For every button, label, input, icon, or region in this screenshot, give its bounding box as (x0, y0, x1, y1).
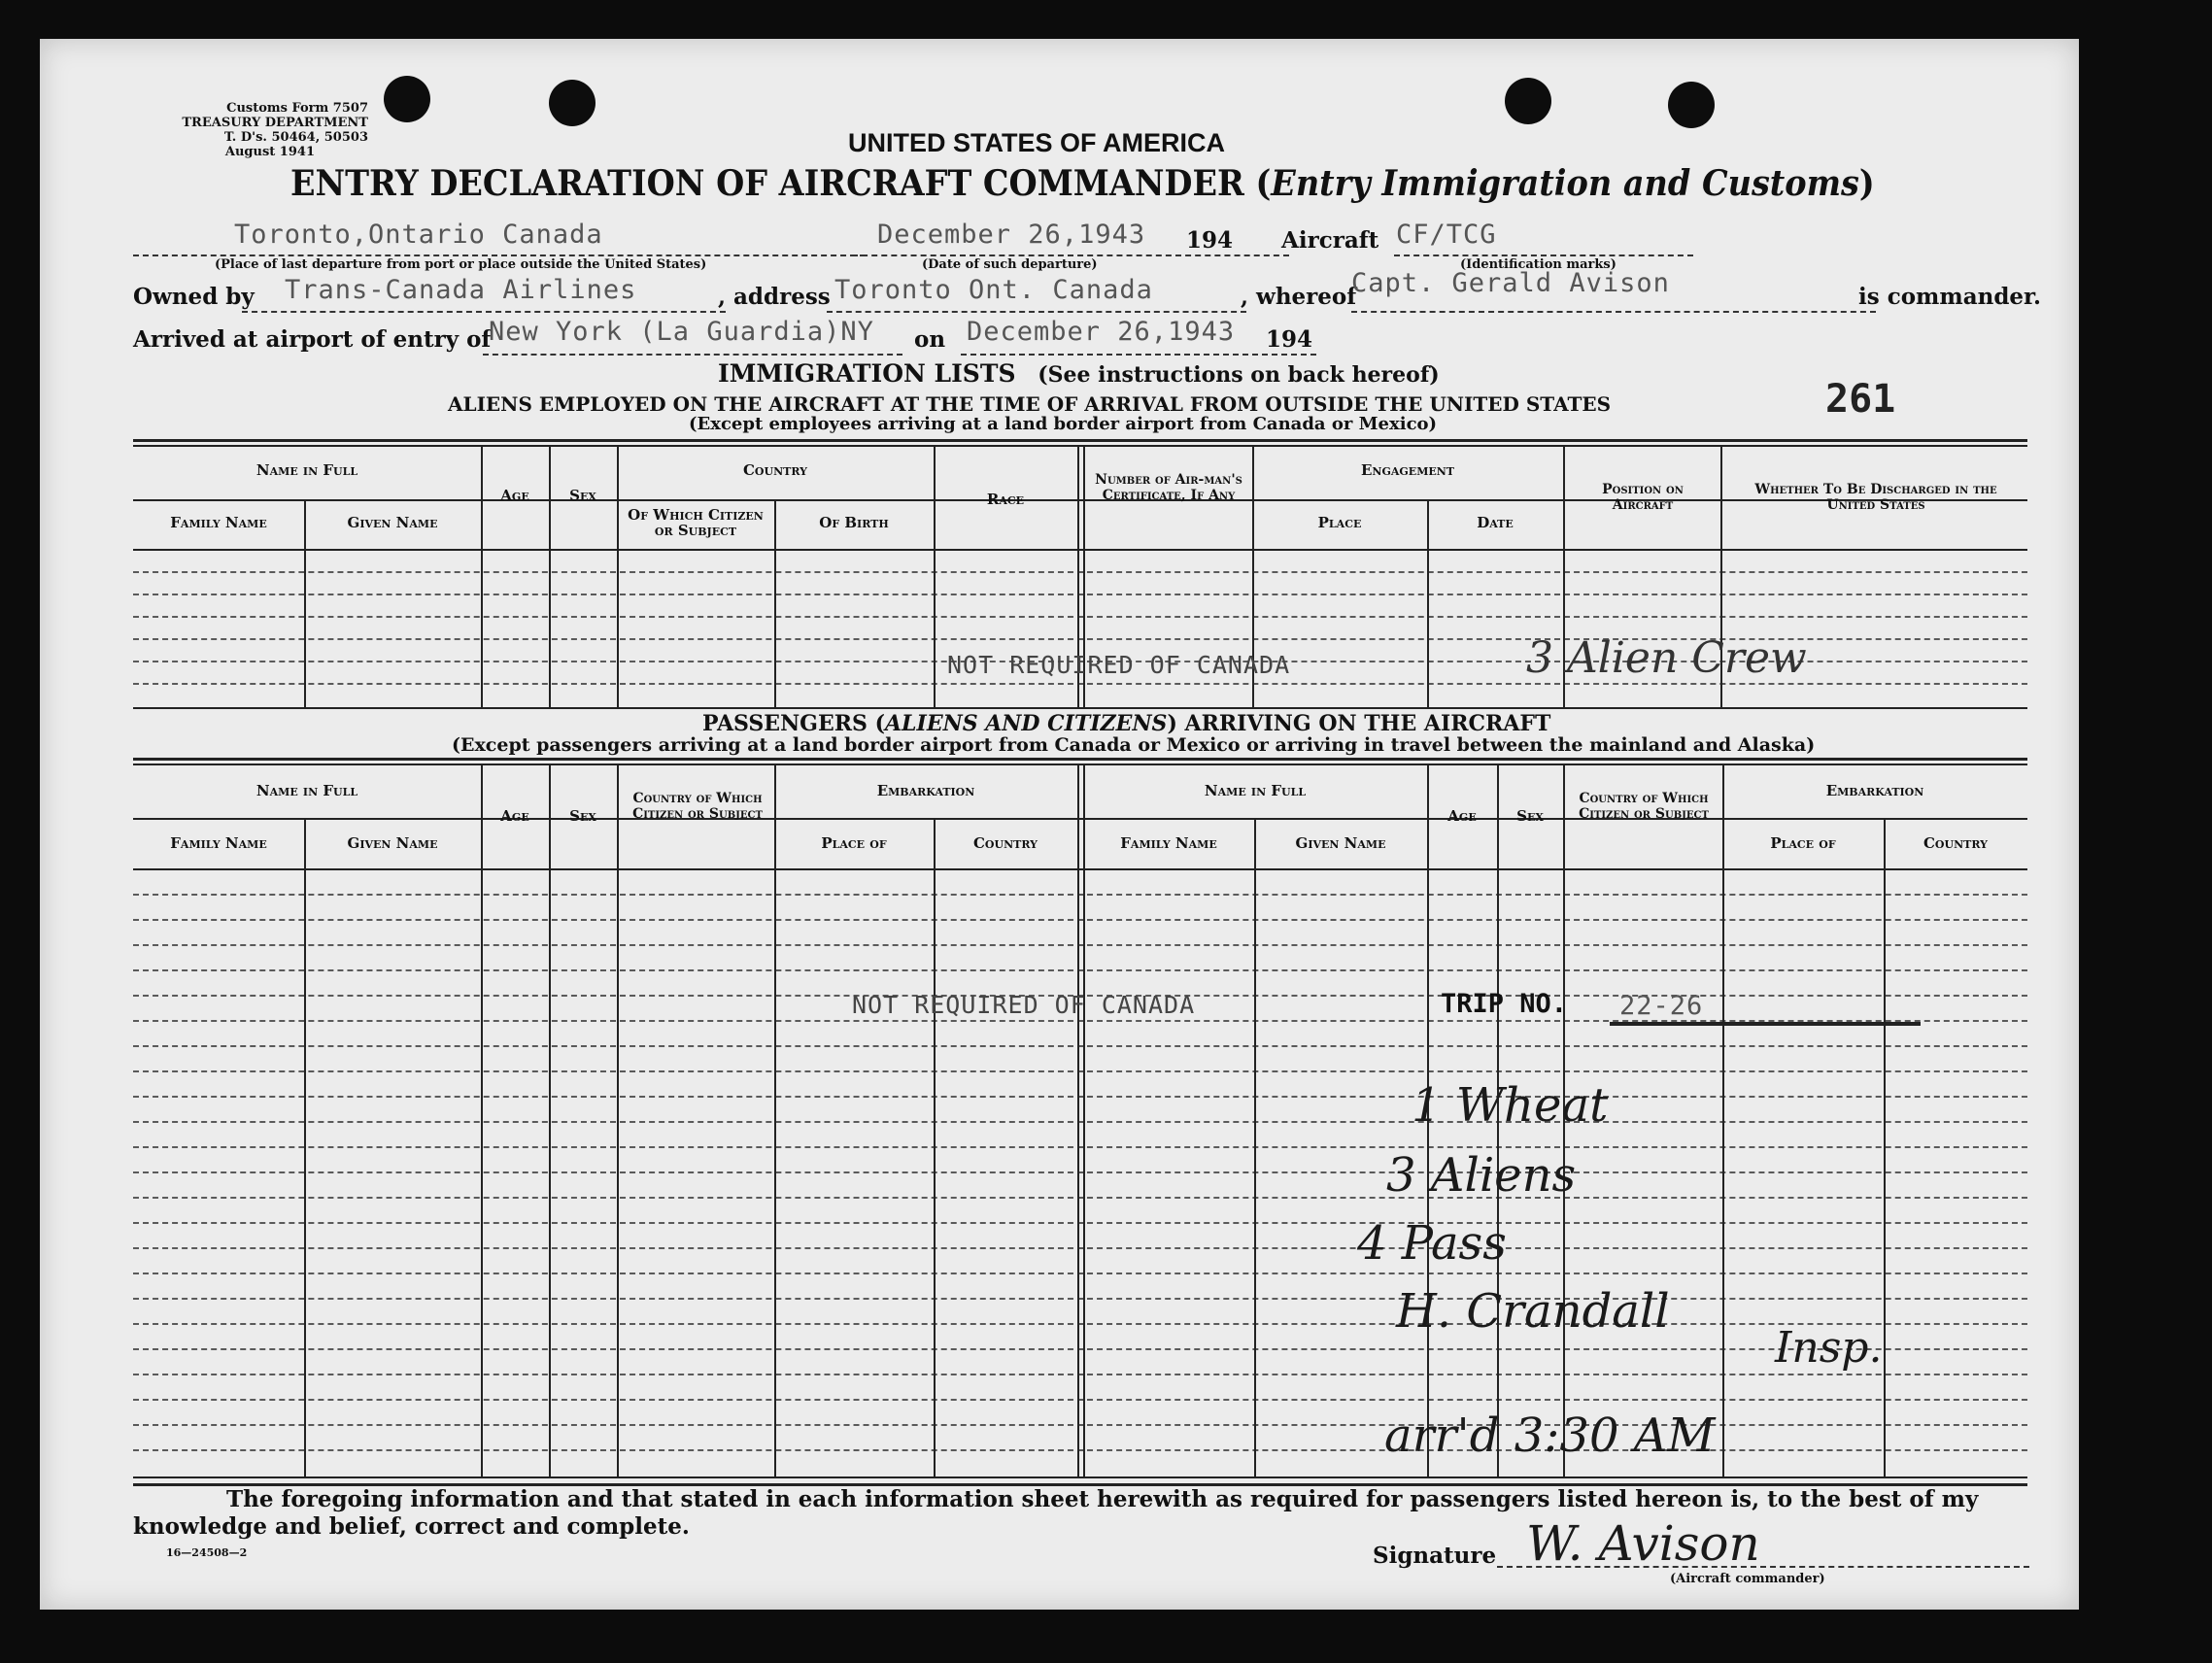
passengers-title (702, 711, 1550, 736)
certification-text: The foregoing information and that stated in each information sheet herewith as required for passengers listed hereon is, to the best of my knowledge and belief, correct and complete. (133, 1486, 1979, 1540)
signature-caption: (Aircraft commander) (1670, 1572, 1825, 1586)
imm-col-date: Date (1477, 514, 1514, 531)
imm-col-airman: Number of Air-man's Certificate, If Any (1095, 472, 1242, 503)
whereof-label: , whereof (1241, 284, 1357, 310)
departure-date-caption: (Date of such departure) (922, 257, 1098, 272)
immigration-instructions: (See instructions on back hereof) (1038, 362, 1440, 388)
arrival-label: Arrived at airport of entry of (133, 326, 492, 353)
pass-col-sex: Sex (569, 807, 596, 825)
commander-name: Capt. Gerald Avison (1351, 268, 1670, 298)
aircraft-id: CF/TCG (1396, 220, 1497, 250)
passengers-title-italic: ALIENS AND CITIZENS (884, 711, 1168, 736)
passenger-stamp: NOT REQUIRED OF CANADA (852, 991, 1196, 1019)
pass-col-family-2: Family Name (1120, 834, 1217, 852)
form-department: TREASURY DEPARTMENT (182, 116, 368, 130)
imm-col-name: Name in Full (255, 461, 358, 479)
imm-col-sex: Sex (569, 487, 596, 504)
immigration-stamp: NOT REQUIRED OF CANADA (947, 651, 1291, 679)
arrival-date: December 26,1943 (967, 317, 1236, 347)
pass-col-place-of-2: Place of (1770, 834, 1836, 852)
pass-col-name: Name in Full (255, 782, 358, 799)
title-text: ENTRY DECLARATION OF AIRCRAFT COMMANDER ( (290, 163, 1272, 204)
passengers-title-b: ) ARRIVING ON THE AIRCRAFT (1167, 711, 1551, 736)
punch-hole (549, 80, 596, 126)
note-line: 4 Pass (1357, 1216, 1507, 1271)
owned-by-label: Owned by (133, 284, 255, 310)
imm-col-race: Race (986, 491, 1025, 508)
title-italic: Entry Immigration and Customs (1271, 163, 1859, 204)
trip-label: TRIP NO. (1441, 989, 1568, 1019)
signature-label: Signature (1373, 1543, 1497, 1569)
immigration-except: (Except employees arriving at a land border airport from Canada or Mexico) (689, 414, 1438, 434)
immigration-subtitle: ALIENS EMPLOYED ON THE AIRCRAFT AT THE TIME OF ARRIVAL FROM OUTSIDE THE UNITED STATES (448, 392, 1612, 416)
imm-col-given: Given Name (347, 514, 438, 531)
departure-place: Toronto,Ontario Canada (234, 220, 603, 250)
arrival-suffix: 194 (1266, 326, 1313, 353)
pass-col-country: Country (972, 834, 1038, 852)
page-title (290, 163, 1875, 204)
form-meta (125, 101, 368, 159)
owner-name: Trans-Canada Airlines (285, 275, 637, 305)
aircraft-label: Aircraft (1281, 227, 1379, 254)
imm-col-citizen: Of Which Citizen or Subject (628, 506, 764, 539)
pass-col-citizen-2: Country of Which Citizen or Subject (1579, 791, 1709, 822)
imm-col-family: Family Name (170, 514, 267, 531)
print-code: 16—24508—2 (166, 1546, 248, 1559)
punch-hole (1668, 82, 1715, 128)
pass-col-age: Age (500, 807, 529, 825)
pass-col-sex-2: Sex (1516, 807, 1544, 825)
pass-col-embarkation-2: Embarkation (1825, 782, 1924, 799)
aircraft-caption: (Identification marks) (1460, 257, 1616, 272)
immigration-handwriting: 3 Alien Crew (1526, 633, 1807, 683)
imm-col-position: Position on Aircraft (1602, 482, 1684, 513)
pass-col-embarkation: Embarkation (876, 782, 975, 799)
signature: W. Avison (1526, 1515, 1760, 1572)
departure-date-suffix: 194 (1186, 227, 1234, 254)
pass-col-place-of: Place of (821, 834, 887, 852)
immigration-title: IMMIGRATION LISTS (718, 359, 1016, 388)
form-td: T. D's. 50464, 50503 (223, 130, 368, 145)
note-line: 1 Wheat (1412, 1078, 1609, 1133)
pass-col-citizen: Country of Which Citizen or Subject (632, 791, 763, 822)
imm-col-place: Place (1317, 514, 1362, 531)
arrival-on-label: on (914, 326, 946, 353)
immigration-heading (718, 359, 1440, 388)
punch-hole (1505, 78, 1551, 124)
note-line: H. Crandall (1396, 1284, 1670, 1339)
imm-col-engagement: Engagement (1361, 461, 1454, 479)
pass-col-family: Family Name (170, 834, 267, 852)
imm-col-birth: Of Birth (819, 514, 889, 531)
departure-place-caption: (Place of last departure from port or place outside the United States) (215, 257, 707, 272)
pass-col-given-2: Given Name (1295, 834, 1386, 852)
commander-label: is commander. (1858, 284, 2042, 310)
form-date: August 1941 (224, 145, 315, 159)
address-label: , address (718, 284, 831, 310)
note-line: Insp. (1775, 1323, 1883, 1373)
pass-col-given: Given Name (347, 834, 438, 852)
arrival-airport: New York (La Guardia)NY (489, 317, 874, 347)
imm-col-country: Country (742, 461, 807, 479)
passengers-except: (Except passengers arriving at a land border airport from Canada or Mexico or arriving in travel between the mainland and Alaska) (452, 734, 1816, 756)
imm-col-age: Age (500, 487, 529, 504)
pass-col-name-2: Name in Full (1204, 782, 1307, 799)
form-number: Customs Form 7507 (226, 101, 368, 116)
title-end: ) (1858, 163, 1875, 204)
trip-number: 22-26 (1619, 991, 1704, 1021)
pass-col-country-2: Country (1923, 834, 1988, 852)
punch-hole (384, 76, 430, 122)
departure-date: December 26,1943 (877, 220, 1146, 250)
stamp-number: 261 (1825, 377, 1896, 422)
pass-col-age-2: Age (1447, 807, 1477, 825)
note-line: 3 Aliens (1386, 1148, 1577, 1203)
imm-col-discharged: Whether To Be Discharged in the United States (1754, 482, 1997, 513)
owner-address: Toronto Ont. Canada (834, 275, 1153, 305)
form-sheet (40, 39, 2079, 1610)
country-heading: UNITED STATES OF AMERICA (848, 128, 1225, 157)
passengers-title-a: PASSENGERS ( (702, 711, 885, 736)
note-line: arr'd 3:30 AM (1384, 1408, 1716, 1463)
